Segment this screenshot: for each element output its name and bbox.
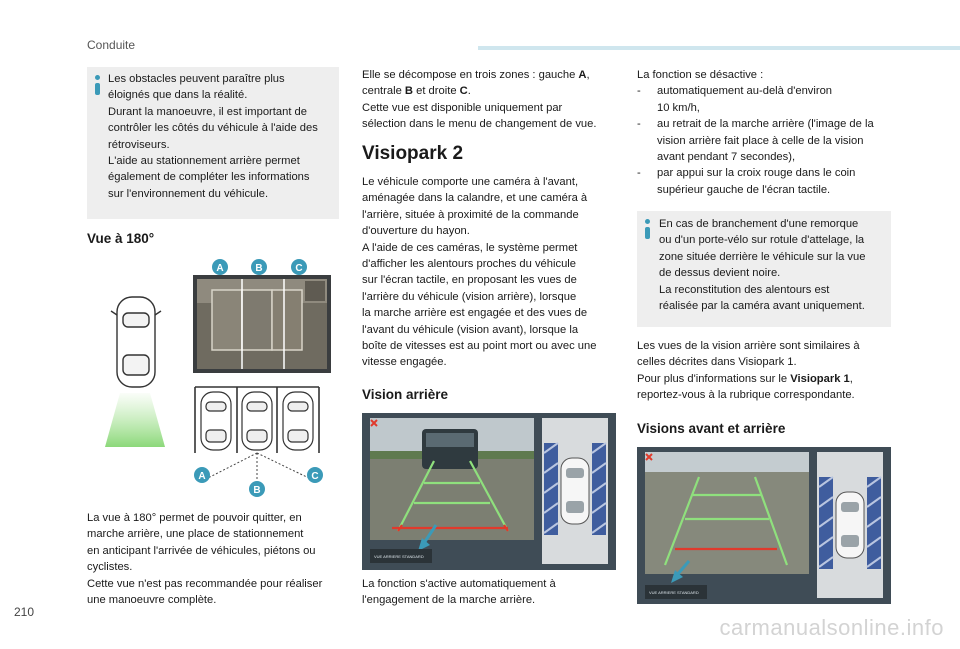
body-line: Les vues de la vision arrière sont similaires à <box>637 340 860 352</box>
note-line: également de compléter les informations <box>108 171 310 184</box>
info-icon <box>95 75 100 80</box>
zone-label-a: A <box>198 471 206 482</box>
note-line: En cas de branchement d'une remorque <box>659 218 859 230</box>
body-line: A l'aide de ces caméras, le système permet <box>362 241 578 254</box>
note-line: La reconstitution des alentours est <box>659 283 830 296</box>
view-mode-label: VUE ARRIERE STANDARD <box>649 590 699 595</box>
body-line: la marche arrière est engagée et des vues de <box>362 307 588 320</box>
car-top-icon <box>561 458 589 524</box>
body-line: boîte de vitesses est au point mort ou avec une <box>362 340 597 353</box>
zone-label-a: A <box>216 263 224 274</box>
body-vue-180 <box>87 510 347 608</box>
note-line: réalisée par la caméra avant uniquement. <box>659 300 865 313</box>
page-number: 210 <box>14 605 35 619</box>
intro-line-2: centrale B et droite C. <box>362 85 471 98</box>
zone-ref-b: B <box>404 85 414 98</box>
caption-vision-arriere <box>362 576 622 609</box>
body-line: aménagée dans la calandre, et une caméra à <box>362 192 588 205</box>
info-icon-bar <box>645 227 650 239</box>
section-title: Conduite <box>87 38 136 52</box>
note-box-obstacles <box>87 67 339 219</box>
car-top-icon <box>836 492 864 558</box>
deactivation-list <box>637 83 893 198</box>
note-line: rétroviseurs. <box>108 138 170 151</box>
zones-intro <box>362 67 622 133</box>
body-line: Cette vue n'est pas recommandée pour réaliser <box>87 577 323 590</box>
body-line: l'arrière du véhicule (vision arrière), lorsque <box>362 290 577 303</box>
list-item: - au retrait de la marche arrière (l'image de la vision arrière fait place à celle de la vision avant pendant 7 secondes), <box>637 116 893 165</box>
body-line: Pour plus d'informations sur le Visiopark 1, <box>637 372 853 385</box>
intro-line-3: Cette vue est disponible uniquement par <box>362 101 563 114</box>
note-text <box>659 216 891 314</box>
heading-visiopark-2: Visiopark 2 <box>362 143 464 164</box>
front-rear-view-screen <box>637 447 891 604</box>
body-line: en anticipant l'arrivée de véhicules, piétons ou <box>87 544 316 557</box>
heading-vue-180: Vue à 180° <box>87 231 155 246</box>
list-item: - automatiquement au-delà d'environ 10 km/h, <box>637 83 893 116</box>
note-box-trailer <box>637 211 891 327</box>
intro-line-1: Elle se décompose en trois zones : gauche A, <box>362 69 590 81</box>
zone-label-b: B <box>253 485 261 496</box>
note-line: Les obstacles peuvent paraître plus <box>108 73 285 85</box>
zone-label-c: C <box>295 263 303 274</box>
caption-line: La fonction s'active automatiquement à <box>362 578 556 590</box>
zone-label-c: C <box>311 471 319 482</box>
note-line: contrôler les côtés du véhicule à l'aide des <box>108 122 318 135</box>
heading-visions-avant-arriere: Visions avant et arrière <box>637 421 786 436</box>
visiopark-1-ref: Visiopark 1 <box>790 372 850 385</box>
body-line: l'arrière, située à proximité de la commande <box>362 208 579 221</box>
rear-view-screen <box>362 413 616 570</box>
caption-line: l'engagement de la marche arrière. <box>362 594 536 607</box>
note-line: L'aide au stationnement arrière permet <box>108 155 300 168</box>
deactivation-section <box>637 67 893 198</box>
header-bar <box>478 46 960 50</box>
body-visiopark-2 <box>362 174 624 371</box>
list-item: - par appui sur la croix rouge dans le coin supérieur gauche de l'écran tactile. <box>637 165 893 198</box>
note-line: de dessus devient noire. <box>659 267 781 280</box>
info-icon <box>645 219 650 224</box>
heading-vision-arriere: Vision arrière <box>362 387 449 402</box>
watermark: carmanualsonline.info <box>719 615 944 640</box>
body-line: vitesse engagée. <box>362 356 447 369</box>
body-line: sur l'écran tactile, en proposant les vues de <box>362 274 577 287</box>
note-text <box>108 71 338 202</box>
note-line: zone située derrière le véhicule sur la vue <box>659 250 866 263</box>
note-line: sur l'environnement du véhicule. <box>108 187 269 200</box>
zone-label-b: B <box>255 263 263 274</box>
body-line: une manoeuvre complète. <box>87 594 217 607</box>
intro-line-4: sélection dans le menu de changement de vue. <box>362 118 597 131</box>
camera-field <box>105 393 165 447</box>
body-line: reportez-vous à la rubrique correspondante. <box>637 389 855 402</box>
body-line: La vue à 180° permet de pouvoir quitter, en <box>87 512 302 524</box>
view-mode-label: VUE ARRIERE STANDARD <box>374 554 424 559</box>
note-line: ou d'un porte-vélo sur rotule d'attelage, la <box>659 234 865 247</box>
body-visiopark-1-ref <box>637 338 897 404</box>
body-line: celles décrites dans Visiopark 1. <box>637 356 797 369</box>
info-icon-bar <box>95 83 100 95</box>
zone-ref-a: A <box>578 69 587 81</box>
body-line: l'avant du véhicule (vision avant), lorsque la <box>362 323 579 336</box>
note-line: Durant la manoeuvre, il est important de <box>108 105 307 118</box>
body-line: d'afficher les alentours proches du véhicule <box>362 258 576 271</box>
body-line: d'ouverture du hayon. <box>362 225 470 238</box>
car-top-icon <box>111 297 161 387</box>
illustration-180-view <box>87 255 339 500</box>
body-line: cyclistes. <box>87 561 133 574</box>
note-line: éloignés que dans la réalité. <box>108 89 248 102</box>
deactivation-intro: La fonction se désactive : <box>637 69 764 81</box>
body-line: marche arrière, une place de stationnement <box>87 528 304 541</box>
body-line: Le véhicule comporte une caméra à l'avant, <box>362 176 579 188</box>
zone-ref-c: C <box>459 85 468 98</box>
